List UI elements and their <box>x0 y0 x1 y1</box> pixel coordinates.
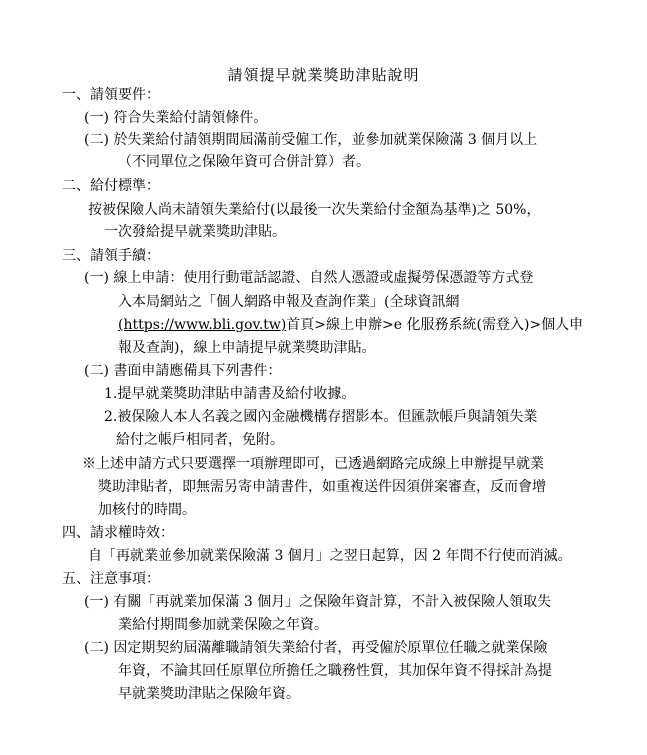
section-5-item-1-cont: 業給付期間參加就業保險之年資。 <box>118 617 328 633</box>
section-5-item-2-cont-2: 早就業獎助津貼之保險年資。 <box>118 686 300 702</box>
section-3-paper-label: (二) 書面申請應備具下列書件： <box>84 363 282 379</box>
section-3-paper-item-2-cont: 給付之帳戶相同者，免附。 <box>116 432 284 448</box>
bli-website-link[interactable]: (https://www.bli.gov.tw) <box>118 317 287 333</box>
section-3-online-line-2: 入本局網站之「個人網路申報及查詢作業」(全球資訊網 <box>118 294 460 310</box>
section-5-item-2: (二) 因定期契約屆滿離職請領失業給付者，再受僱於原單位任職之就業保險 <box>84 640 548 656</box>
section-4-heading: 四、請求權時效： <box>62 525 174 541</box>
section-5-item-2-cont-1: 年資，不論其回任原單位所擔任之職務性質，其加保年資不得採計為提 <box>118 663 552 679</box>
section-3-paper-item-2: 2.被保險人本人名義之國內金融機構存摺影本。但匯款帳戶與請領失業 <box>104 409 538 425</box>
online-path-text: 首頁>線上申辦>e 化服務系統(需登入)>個人申 <box>286 317 584 333</box>
section-1-heading: 一、請領要件： <box>62 87 160 103</box>
section-3-remark-line-3: 加核付的時間。 <box>98 502 196 518</box>
section-1-item-2-cont: （不同單位之保險年資可合併計算）者。 <box>118 154 370 170</box>
section-3-online-line-4: 報及查詢)，線上申請提早就業獎助津貼。 <box>118 340 376 356</box>
section-3-paper-item-1: 1.提早就業獎助津貼申請書及給付收據。 <box>104 386 356 402</box>
section-1-item-1: (一) 符合失業給付請領條件。 <box>84 110 268 126</box>
section-3-online-line-1: (一) 線上申請：使用行動電話認證、自然人憑證或虛擬勞保憑證等方式登 <box>84 270 534 286</box>
section-1-item-2: (二) 於失業給付請領期間屆滿前受僱工作，並參加就業保險滿 3 個月以上 <box>84 132 538 148</box>
section-3-remark-line-2: 獎助津貼者，即無需另寄申請書件，如重複送件因須併案審查，反而會增 <box>98 479 546 495</box>
section-4-line: 自「再就業並參加就業保險滿 3 個月」之翌日起算，因 2 年間不行使而消滅。 <box>88 548 572 564</box>
section-3-heading: 三、請領手續： <box>62 248 160 264</box>
section-2-line-2: 一次發給提早就業獎助津貼。 <box>104 224 286 240</box>
section-2-heading: 二、給付標準： <box>62 178 160 194</box>
section-3-remark-line-1: ※上述申請方式只要選擇一項辦理即可，已透過網路完成線上申辦提早就業 <box>82 456 544 472</box>
section-5-heading: 五、注意事項： <box>62 571 160 587</box>
section-2-line-1: 按被保險人尚未請領失業給付(以最後一次失業給付金額為基準)之 50%， <box>88 202 541 218</box>
section-5-item-1: (一) 有關「再就業加保滿 3 個月」之保險年資計算，不計入被保險人領取失 <box>84 594 552 610</box>
section-3-online-line-3 <box>118 315 583 335</box>
document-title: 請領提早就業獎助津貼說明 <box>227 66 420 84</box>
